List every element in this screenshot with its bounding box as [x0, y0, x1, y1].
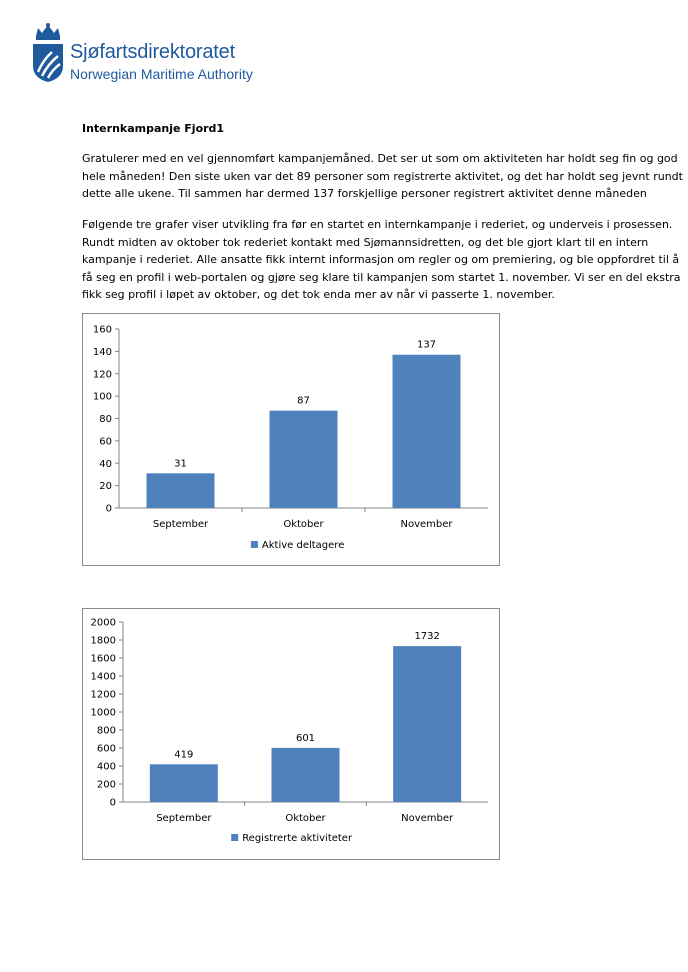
paragraph-line: få seg en profil i web-portalen og gjøre seg klare til kampanjen som startet 1. november. Vi ser en del ekstra [82, 270, 681, 284]
bar [147, 473, 215, 508]
y-tick-label: 1400 [90, 671, 116, 683]
y-tick-label: 40 [99, 458, 112, 470]
org-name-en: Norwegian Maritime Authority [70, 66, 253, 82]
page-title: Internkampanje Fjord1 [82, 122, 225, 135]
y-tick-label: 80 [99, 414, 112, 425]
chart-active-participants [82, 313, 500, 566]
y-tick-label: 120 [92, 369, 112, 381]
y-tick-label: 1800 [90, 635, 116, 647]
paragraph-line: fikk seg profil i løpet av oktober, og det tok enda mer av når vi passerte 1. november. [82, 288, 555, 301]
paragraph-line: dette alle ukene. Til sammen har dermed 137 forskjellige personer registrert aktivitet denne måneden [82, 187, 647, 200]
legend-label: Aktive deltagere [261, 540, 345, 551]
y-tick-label: 200 [96, 779, 116, 791]
category-label: September [156, 813, 212, 824]
y-tick-label: 1600 [90, 653, 116, 665]
bar [272, 748, 340, 802]
y-tick-label: 2000 [90, 617, 116, 629]
y-tick-label: 100 [92, 391, 112, 403]
y-tick-label: 1200 [90, 689, 116, 701]
data-label: 1732 [414, 631, 440, 643]
y-tick-label: 1000 [90, 707, 116, 719]
paragraph-line: Gratulerer med en vel gjennomført kampanjemåned. Det ser ut som om aktiviteten har holdt seg fin og god [82, 152, 678, 165]
paragraph-2 [82, 216, 682, 304]
crown-shield-emblem-icon [30, 22, 66, 82]
y-tick-label: 800 [96, 725, 116, 737]
category-label: November [401, 813, 454, 824]
y-tick-label: 600 [96, 743, 116, 755]
category-label: November [400, 519, 453, 530]
data-label: 137 [416, 339, 437, 351]
data-label: 419 [174, 749, 194, 761]
category-label: September [152, 519, 209, 530]
paragraph-line: Følgende tre grafer viser utvikling fra før en startet en internkampanje i rederiet, og underveis i prosessen. [82, 218, 673, 231]
y-tick-label: 0 [109, 797, 116, 809]
bar [393, 646, 461, 802]
legend-swatch [251, 541, 258, 548]
category-label: Oktober [283, 519, 324, 530]
data-label: 601 [295, 732, 316, 744]
chart-svg [83, 609, 499, 859]
data-label: 31 [174, 458, 187, 470]
chart-svg [83, 314, 499, 565]
y-tick-label: 140 [92, 346, 112, 358]
bar [150, 764, 218, 802]
y-tick-label: 0 [105, 503, 112, 515]
org-name: Sjøfartsdirektoratet [70, 41, 235, 63]
y-tick-label: 160 [92, 324, 112, 336]
chart-registered-activities [82, 608, 500, 860]
bar [393, 355, 461, 508]
y-tick-label: 20 [99, 481, 112, 493]
legend-label: Registrerte aktiviteter [242, 833, 353, 844]
paragraph-line: Rundt midten av oktober tok rederiet kontakt med Sjømannsidretten, og det ble gjort klart til en intern [82, 235, 649, 249]
y-tick-label: 60 [99, 436, 112, 448]
paragraph-line: kampanje i rederiet. Alle ansatte fikk internt informasjon om regler og om premiering, og ble oppfordret til å [82, 253, 680, 266]
logo [30, 22, 270, 86]
y-tick-label: 400 [96, 761, 116, 773]
category-label: Oktober [285, 813, 326, 824]
legend-swatch [231, 834, 238, 841]
paragraph-line: hele måneden! Den siste uken var det 89 personer som registrerte aktivitet, og det har holdt seg jevnt rundt [82, 169, 683, 183]
paragraph-1 [82, 150, 682, 203]
bar [270, 411, 338, 508]
data-label: 87 [297, 395, 310, 407]
